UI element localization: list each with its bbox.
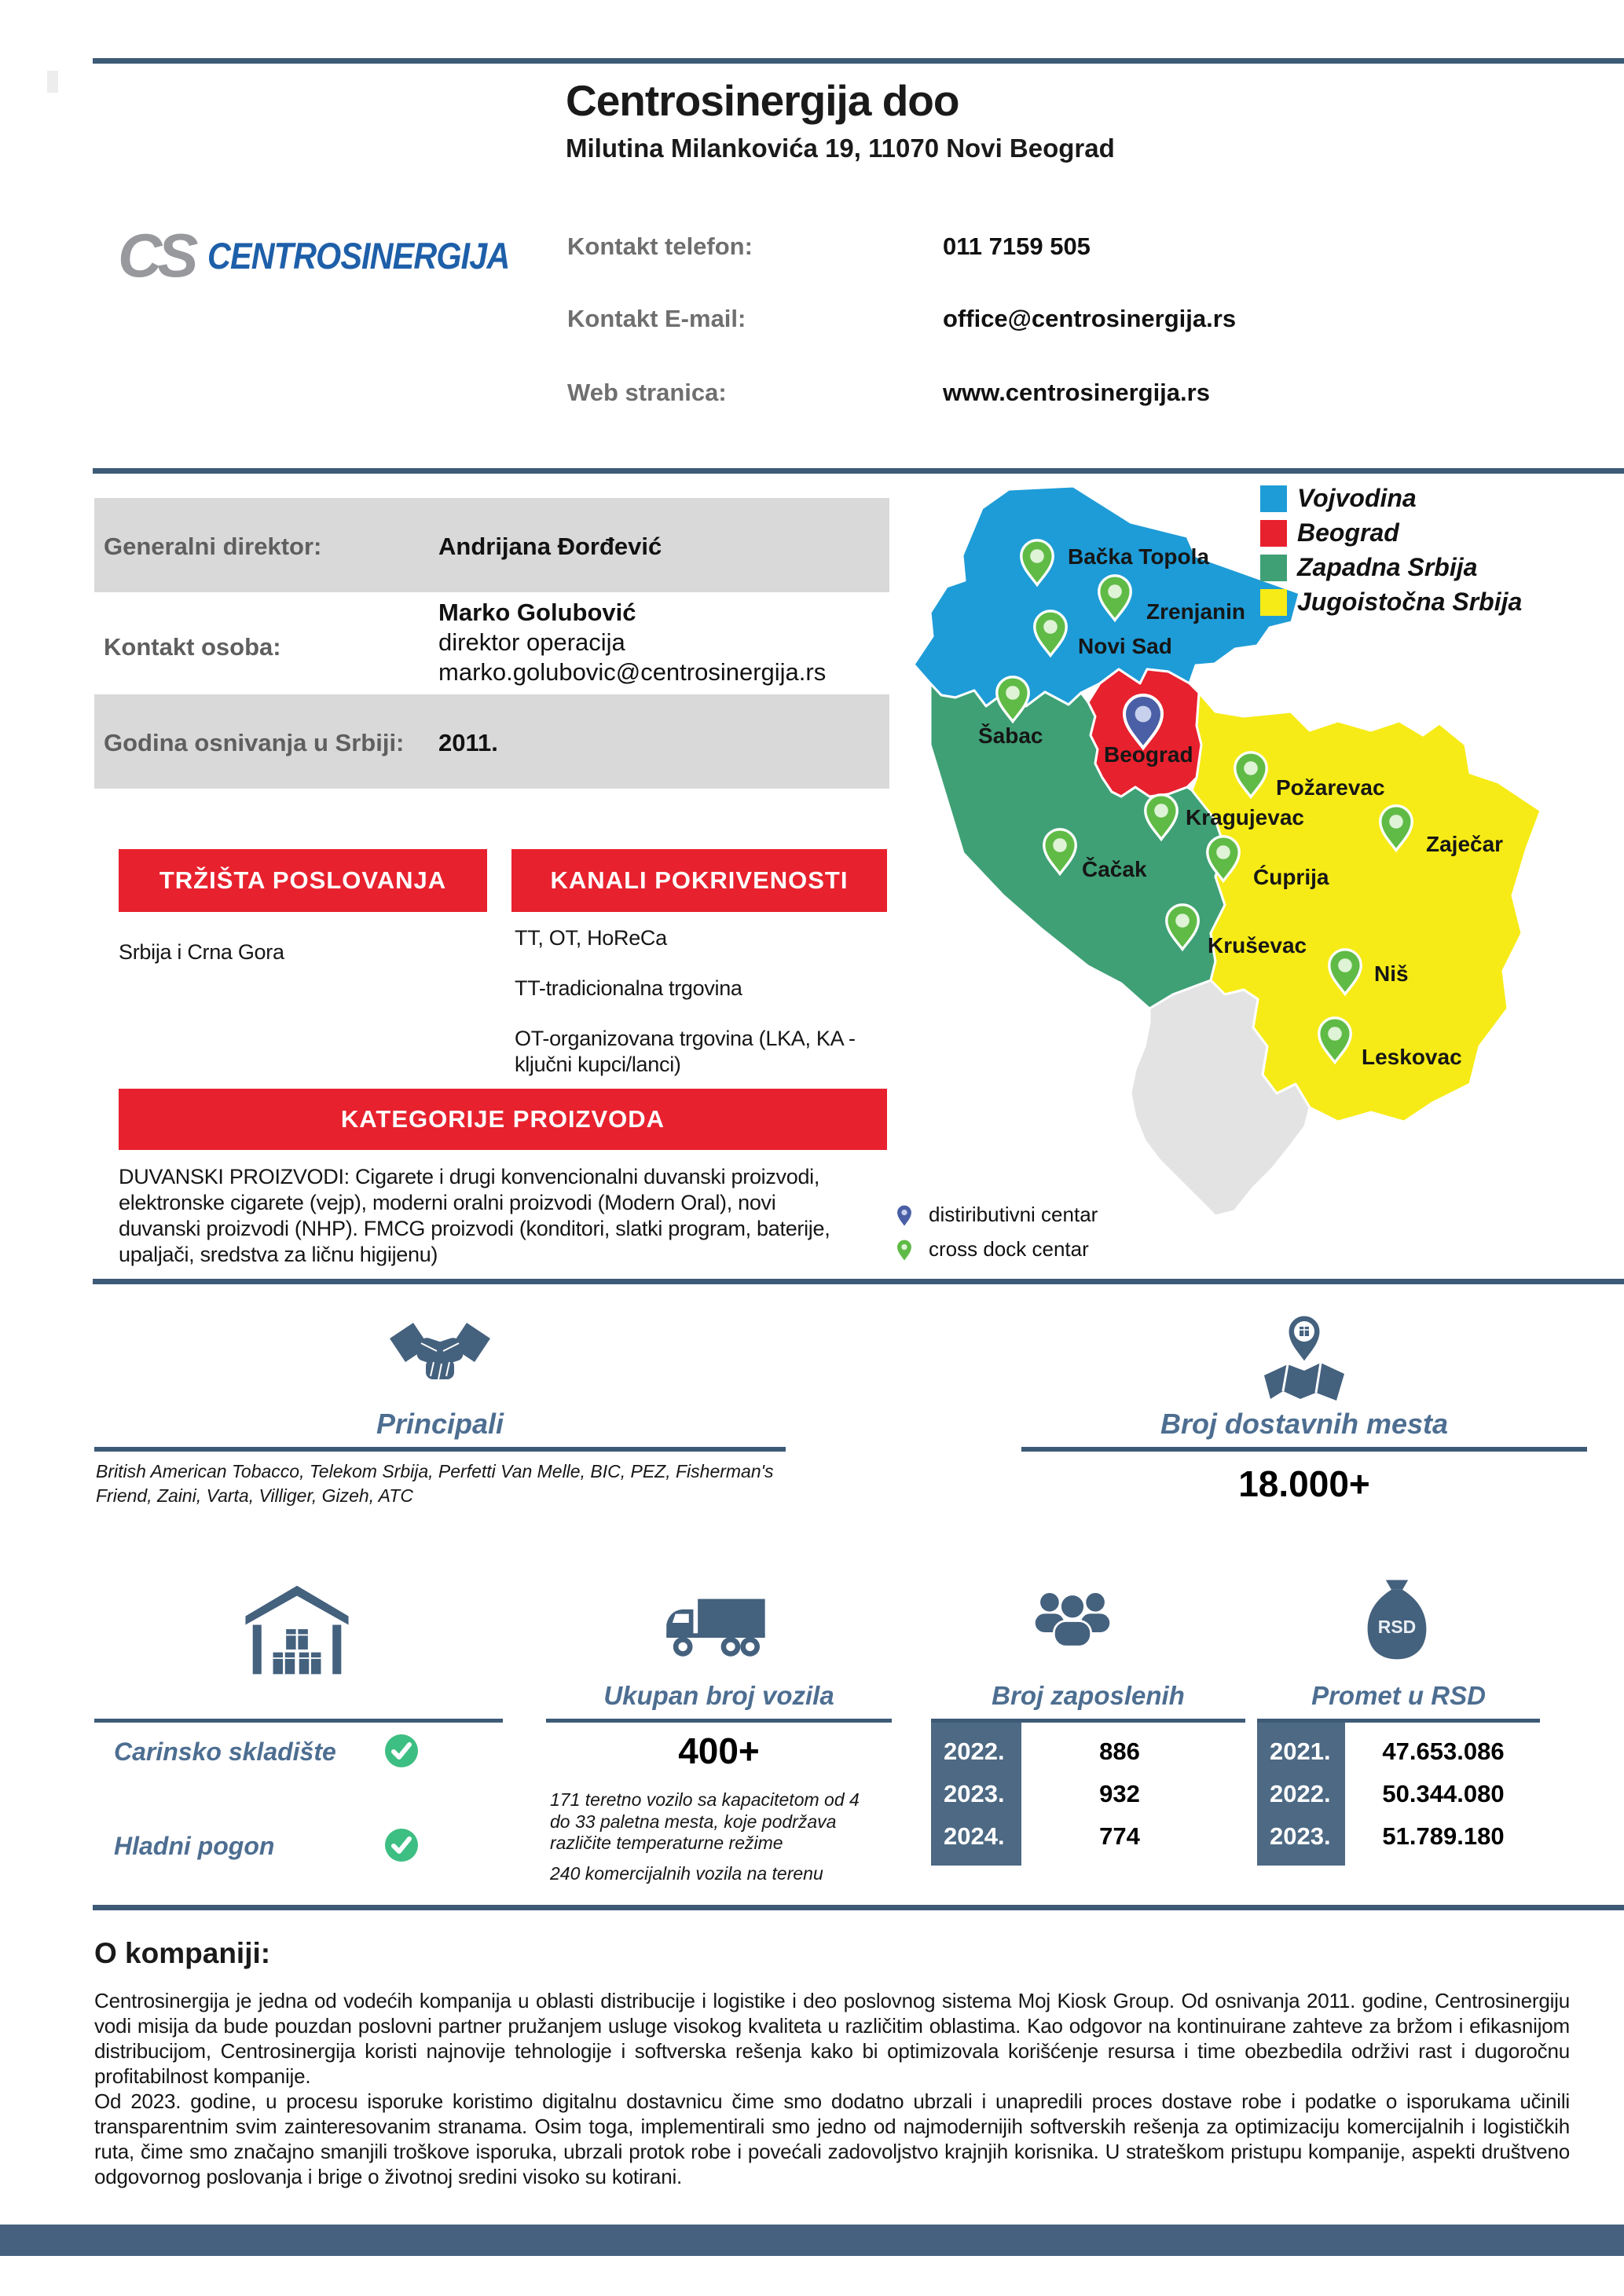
about-paragraph-1: Centrosinergija je jedna od vodećih kompanija u oblasti distribucije i logistike i deo poslovnog sistema Moj Kiosk Group. Od osnivanja 2011. godine, Centrosinergiju vodi misija da bude pouzdan poslovni partner pružanjem usluge visokog kvaliteta u različitim oblastima. Kao odgovor na kontinuirane zahteve za bržom i efikasnijom distribucijom, Centrosinergija koristi najnovije tehnologije i softverska rešenja kako bi optimizovala korišćenje resursa i time obezbedila održivi rast i dugoročnu profitabilnost kompanije. xyxy=(94,1989,1570,2088)
categories-box xyxy=(119,1089,887,1150)
email-label: Kontakt E-mail: xyxy=(567,305,746,332)
facilities-underline xyxy=(94,1719,503,1723)
legend-label-zapadna: Zapadna Srbija xyxy=(1297,553,1478,581)
employees-icon xyxy=(1017,1585,1127,1664)
employees-year: 2024. xyxy=(944,1822,1005,1850)
contact-person-name: Marko Golubović xyxy=(438,599,636,626)
logo-wordmark: CENTROSINERGIJA xyxy=(207,235,510,276)
revenue-year: 2023. xyxy=(1270,1822,1331,1850)
channels-line1: TT, OT, HoReCa xyxy=(515,926,667,950)
founded-label: Godina osnivanja u Srbiji: xyxy=(104,729,405,756)
city-label: Čačak xyxy=(1082,857,1147,881)
check-icon xyxy=(383,1733,420,1769)
map-legend xyxy=(1260,484,1522,616)
web-value: www.centrosinergija.rs xyxy=(943,379,1210,406)
cold-storage-label: Hladni pogon xyxy=(114,1832,275,1860)
legend-label-vojvodina: Vojvodina xyxy=(1297,484,1417,512)
principals-title: Principali xyxy=(376,1408,504,1440)
pin-legend-label: cross dock centar xyxy=(929,1236,1089,1261)
contact-person-email: marko.golubovic@centrosinergija.rs xyxy=(438,658,827,686)
cross-dock-pin-icon xyxy=(894,1235,915,1263)
channels-box xyxy=(511,849,887,912)
legend-swatch-zapadna xyxy=(1260,555,1287,581)
channels-line3: OT-organizovana trgovina (LKA, KA - ključni kupci/lanci) xyxy=(515,1027,856,1076)
city-label: Zaječar xyxy=(1426,832,1504,856)
contact-person-row xyxy=(94,592,889,694)
city-label: Niš xyxy=(1374,961,1409,986)
svg-text:RSD: RSD xyxy=(1377,1616,1417,1637)
city-label: Zrenjanin xyxy=(1146,599,1246,624)
phone-value: 011 7159 505 xyxy=(943,233,1091,260)
delivery-points-title: Broj dostavnih mesta xyxy=(1160,1408,1449,1440)
delivery-points-icon xyxy=(1253,1300,1355,1404)
founded-value: 2011. xyxy=(438,729,498,756)
serbia-region-map xyxy=(885,481,1545,1219)
handshake-icon xyxy=(385,1313,495,1400)
city-label: Bačka Topola xyxy=(1068,544,1209,569)
delivery-points-underline xyxy=(1021,1447,1587,1452)
founded-row xyxy=(94,694,889,789)
city-label: Požarevac xyxy=(1276,775,1385,800)
legend-label-jugoistocna: Jugoistočna Srbija xyxy=(1297,588,1523,616)
channels-line2: TT-tradicionalna trgovina xyxy=(515,976,742,1000)
header xyxy=(566,75,1115,163)
city-label: Novi Sad xyxy=(1078,634,1172,658)
categories-text: DUVANSKI PROIZVODI: Cigarete i drugi konvencionalni duvanski proizvodi, elektronske cigarete (vejp), moderni oralni proizvodi (Modern Oral), novi duvanski proizvodi (NHP). FMCG proizvodi (konditori, slatki program, baterije, upaljači, sredstva za ličnu higijenu) xyxy=(119,1165,830,1266)
revenue-year: 2021. xyxy=(1270,1738,1331,1765)
logo-cs-mark: CS xyxy=(118,221,194,290)
top-divider xyxy=(93,58,1624,64)
revenue-year-column xyxy=(1257,1723,1345,1866)
fleet-desc-2: 240 komercijalnih vozila na terenu xyxy=(550,1863,823,1884)
page-edge-mark xyxy=(47,71,58,93)
legend-swatch-jugoistocna xyxy=(1260,589,1287,616)
about-title: O kompaniji: xyxy=(94,1937,271,1969)
legend-swatch-beograd xyxy=(1260,520,1287,547)
employees-value: 774 xyxy=(1099,1822,1140,1850)
markets-box xyxy=(119,849,487,912)
company-logo xyxy=(118,220,551,291)
principals-text: British American Tobacco, Telekom Srbija, Perfetti Van Melle, BIC, PEZ, Fisherman's Friend, Zaini, Varta, Villiger, Gizeh, ATC xyxy=(96,1461,774,1507)
employees-value-column xyxy=(1021,1723,1218,1866)
company-address: Milutina Milankovića 19, 11070 Novi Beograd xyxy=(566,134,1115,163)
warehouse-icon xyxy=(238,1583,356,1677)
truck-icon xyxy=(656,1593,774,1668)
fleet-desc-1: 171 teretno vozilo sa kapacitetom od 4 do 33 paletna mesta, koje podržava različite temperaturne režime xyxy=(550,1789,860,1854)
city-label: Leskovac xyxy=(1362,1045,1462,1069)
about-paragraph-2: Od 2023. godine, u procesu isporuke koristimo digitalnu dostavnicu čime smo dodatno ubrzali i unapredili proces dostave robe i podatke o isporukama učinili transparentnim svim zainteresovanim stranama. Osim toga, implementirali smo jedno od najmodernijih softverskih rešenja za optimizaciju komercijalnih i logističkih ruta, čime smo značajno smanjili troškove isporuka, ubrzali protok robe i povećali zadovoljstvo krajnjih korisnika. U strateškom pristupu kompanije, aspekti društveno odgovornog poslovanja i brige o životnoj sredini visoko su kotirani. xyxy=(94,2089,1570,2188)
money-bag-icon xyxy=(1350,1577,1444,1668)
revenue-year: 2022. xyxy=(1270,1780,1331,1807)
fleet-value: 400+ xyxy=(678,1730,760,1771)
legend-label-beograd: Beograd xyxy=(1297,518,1399,547)
director-row xyxy=(94,498,889,592)
revenue-value-column xyxy=(1345,1723,1542,1866)
employees-year-column xyxy=(931,1723,1021,1866)
revenue-value: 50.344.080 xyxy=(1382,1780,1505,1807)
pin-legend-distributivni xyxy=(894,1200,1098,1229)
customs-warehouse-label: Carinsko skladište xyxy=(114,1738,336,1766)
contact-person-label: Kontakt osoba: xyxy=(104,633,281,661)
fleet-underline xyxy=(546,1719,892,1723)
delivery-points-value: 18.000+ xyxy=(1238,1463,1370,1504)
page-title: Centrosinergija doo xyxy=(566,76,959,125)
employees-year: 2023. xyxy=(944,1780,1005,1807)
footer-bar xyxy=(0,2225,1624,2256)
city-label: Beograd xyxy=(1104,742,1193,767)
director-value: Andrijana Đorđević xyxy=(438,533,662,560)
about-divider xyxy=(93,1905,1624,1910)
distributivni-pin-icon xyxy=(894,1200,915,1229)
contact-person-role: direktor operacija xyxy=(438,628,625,656)
pin-legend-cross-dock xyxy=(894,1235,1089,1263)
mid-divider xyxy=(93,1279,1624,1284)
employees-year: 2022. xyxy=(944,1738,1005,1765)
markets-text: Srbija i Crna Gora xyxy=(119,940,284,964)
legend-swatch-vojvodina xyxy=(1260,485,1287,512)
city-label: Kragujevac xyxy=(1186,805,1304,829)
employees-value: 932 xyxy=(1099,1780,1140,1807)
categories-title: KATEGORIJE PROIZVODA xyxy=(340,1105,665,1133)
city-label: Ćuprija xyxy=(1253,865,1329,889)
markets-title: TRŽIŠTA POSLOVANJA xyxy=(159,866,447,894)
director-label: Generalni direktor: xyxy=(104,533,322,560)
city-label: Kruševac xyxy=(1208,933,1307,958)
email-value: office@centrosinergija.rs xyxy=(943,305,1237,332)
revenue-value: 47.653.086 xyxy=(1382,1738,1505,1765)
revenue-title: Promet u RSD xyxy=(1311,1681,1486,1710)
header-divider xyxy=(93,468,1624,474)
fleet-title: Ukupan broj vozila xyxy=(603,1681,834,1710)
phone-label: Kontakt telefon: xyxy=(567,233,753,260)
channels-title: KANALI POKRIVENOSTI xyxy=(550,866,849,894)
web-label: Web stranica: xyxy=(567,379,727,406)
city-label: Šabac xyxy=(978,723,1043,748)
check-icon xyxy=(383,1827,420,1863)
employees-value: 886 xyxy=(1099,1738,1140,1765)
principals-underline xyxy=(94,1447,786,1452)
revenue-value: 51.789.180 xyxy=(1382,1822,1505,1850)
pin-legend-label: distiributivni centar xyxy=(929,1202,1098,1226)
employees-title: Broj zaposlenih xyxy=(992,1681,1185,1710)
